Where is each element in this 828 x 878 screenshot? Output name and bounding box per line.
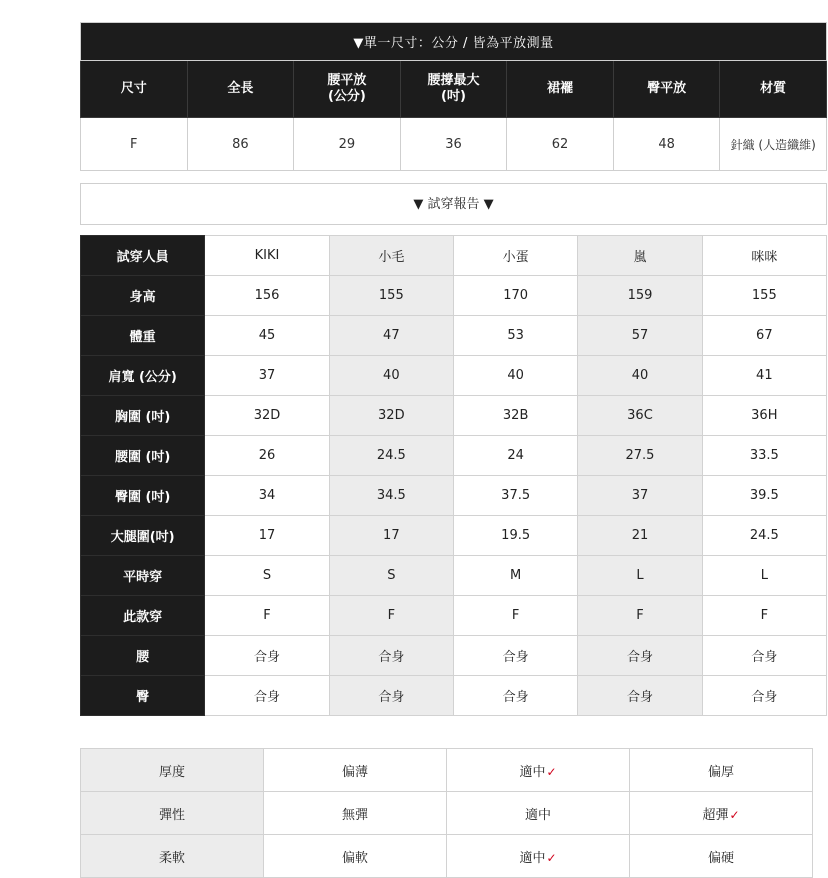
fitting-report-banner: ▼ 試穿報告 ▼	[80, 183, 827, 225]
size-value-cell: 針織 (人造纖維)	[720, 118, 827, 171]
feel-option-label: 無彈	[341, 807, 368, 823]
fitting-cell: 32B	[453, 396, 577, 436]
feel-option-cell[interactable]	[447, 792, 630, 835]
fitting-cell: F	[329, 596, 453, 636]
size-header-cell	[81, 61, 188, 118]
size-value-cell: 29	[294, 118, 401, 171]
size-value-cell: 86	[187, 118, 294, 171]
fitting-cell: F	[578, 596, 702, 636]
fitting-row-label: 體重	[81, 316, 205, 356]
size-table-data-row	[81, 118, 827, 171]
fitting-cell: 合身	[702, 676, 826, 716]
fitting-cell: 19.5	[453, 516, 577, 556]
size-header-main: 全長	[227, 80, 254, 96]
feel-option-cell[interactable]	[447, 835, 630, 878]
size-header-cell	[507, 61, 614, 118]
feel-option-cell[interactable]	[264, 792, 447, 835]
table-row	[81, 835, 813, 878]
fitting-cell: F	[205, 596, 329, 636]
size-table-banner: ▼單一尺寸：公分 / 皆為平放測量	[81, 23, 827, 61]
fitting-cell: M	[453, 556, 577, 596]
feel-option-cell[interactable]	[264, 835, 447, 878]
fitting-cell: 合身	[578, 676, 702, 716]
fitting-row-label: 大腿圍(吋)	[81, 516, 205, 556]
size-header-sub: (吋)	[441, 89, 466, 104]
feel-option-label: 適中	[519, 764, 546, 780]
feel-option-label: 偏厚	[707, 764, 734, 780]
table-row	[81, 356, 827, 396]
fitting-row-label: 胸圍 (吋)	[81, 396, 205, 436]
table-row	[81, 749, 813, 792]
size-value-cell: 48	[613, 118, 720, 171]
fitting-cell: 合身	[205, 636, 329, 676]
size-header-main: 腰平放	[327, 72, 367, 88]
fitting-cell: 咪咪	[702, 236, 826, 276]
size-header-cell	[613, 61, 720, 118]
fitting-cell: 36C	[578, 396, 702, 436]
size-header-sub: (公分)	[327, 89, 366, 104]
fitting-cell: 26	[205, 436, 329, 476]
fitting-cell: 合身	[453, 676, 577, 716]
fitting-cell: 合身	[453, 636, 577, 676]
fitting-cell: 合身	[702, 636, 826, 676]
fitting-cell: 45	[205, 316, 329, 356]
size-header-main: 材質	[760, 80, 787, 96]
fitting-report-table	[80, 235, 827, 716]
fitting-cell: 37	[578, 476, 702, 516]
fitting-cell: 39.5	[702, 476, 826, 516]
fitting-cell: 合身	[329, 676, 453, 716]
size-header-main: 腰撐最大	[427, 72, 480, 88]
fitting-cell: 24.5	[329, 436, 453, 476]
fitting-cell: 67	[702, 316, 826, 356]
table-row	[81, 596, 827, 636]
size-value-cell: F	[81, 118, 188, 171]
size-header-cell	[294, 61, 401, 118]
fitting-cell: F	[702, 596, 826, 636]
fitting-cell: 47	[329, 316, 453, 356]
fitting-cell: 27.5	[578, 436, 702, 476]
fitting-row-label: 平時穿	[81, 556, 205, 596]
fabric-feel-table	[80, 748, 813, 878]
fitting-cell: L	[578, 556, 702, 596]
fitting-cell: 合身	[329, 636, 453, 676]
fitting-cell: L	[702, 556, 826, 596]
fitting-row-label: 腰圍 (吋)	[81, 436, 205, 476]
size-value-cell: 36	[400, 118, 507, 171]
table-row	[81, 316, 827, 356]
fitting-cell: 37.5	[453, 476, 577, 516]
fitting-cell: 40	[578, 356, 702, 396]
check-icon: ✓	[546, 764, 557, 779]
fitting-cell: 155	[329, 276, 453, 316]
fitting-report-section	[80, 183, 827, 716]
fitting-cell: 17	[205, 516, 329, 556]
table-row	[81, 676, 827, 716]
fitting-cell: F	[453, 596, 577, 636]
fitting-row-label: 試穿人員	[81, 236, 205, 276]
fitting-cell: 37	[205, 356, 329, 396]
fitting-cell: 33.5	[702, 436, 826, 476]
size-header-main: 裙襬	[547, 80, 574, 96]
table-row	[81, 436, 827, 476]
fitting-cell: S	[205, 556, 329, 596]
feel-option-label: 偏薄	[341, 764, 368, 780]
fitting-cell: 24	[453, 436, 577, 476]
fitting-cell: 40	[453, 356, 577, 396]
fitting-row-label: 肩寬 (公分)	[81, 356, 205, 396]
fitting-cell: 40	[329, 356, 453, 396]
size-value-cell: 62	[507, 118, 614, 171]
fitting-row-label: 身高	[81, 276, 205, 316]
size-table	[80, 22, 827, 171]
feel-option-cell[interactable]	[630, 835, 813, 878]
size-header-cell	[400, 61, 507, 118]
fitting-cell: 34	[205, 476, 329, 516]
fitting-cell: 合身	[205, 676, 329, 716]
feel-option-cell[interactable]	[630, 749, 813, 792]
table-row	[81, 396, 827, 436]
fitting-cell: 嵐	[578, 236, 702, 276]
fitting-row-label: 臀	[81, 676, 205, 716]
size-header-main: 臀平放	[647, 80, 687, 96]
table-row	[81, 792, 813, 835]
fitting-report-body	[81, 236, 827, 716]
fitting-cell: 41	[702, 356, 826, 396]
fitting-cell: 156	[205, 276, 329, 316]
table-row	[81, 516, 827, 556]
check-icon: ✓	[546, 850, 557, 865]
fitting-cell: 36H	[702, 396, 826, 436]
fitting-cell: 小蛋	[453, 236, 577, 276]
table-row	[81, 476, 827, 516]
fabric-feel-body	[81, 749, 813, 878]
fitting-cell: 57	[578, 316, 702, 356]
size-header-cell	[720, 61, 827, 118]
table-row	[81, 276, 827, 316]
feel-option-label: 偏軟	[341, 850, 368, 866]
fitting-cell: 155	[702, 276, 826, 316]
fitting-cell: 小毛	[329, 236, 453, 276]
feel-option-label: 適中	[524, 807, 551, 823]
fitting-row-label: 此款穿	[81, 596, 205, 636]
feel-option-cell[interactable]	[630, 792, 813, 835]
fitting-cell: 24.5	[702, 516, 826, 556]
size-table-header-row	[81, 61, 827, 118]
feel-option-label: 超彈	[702, 807, 729, 823]
table-row	[81, 636, 827, 676]
feel-option-label: 適中	[519, 850, 546, 866]
check-icon: ✓	[729, 807, 740, 822]
fitting-cell: 32D	[329, 396, 453, 436]
feel-row-label: 柔軟	[81, 835, 264, 878]
table-row	[81, 236, 827, 276]
fitting-row-label: 臀圍 (吋)	[81, 476, 205, 516]
fitting-cell: 32D	[205, 396, 329, 436]
table-row	[81, 556, 827, 596]
fitting-cell: 170	[453, 276, 577, 316]
feel-option-label: 偏硬	[707, 850, 734, 866]
feel-option-cell[interactable]	[447, 749, 630, 792]
feel-option-cell[interactable]	[264, 749, 447, 792]
fitting-cell: 17	[329, 516, 453, 556]
fitting-cell: KIKI	[205, 236, 329, 276]
size-header-main: 尺寸	[120, 80, 147, 96]
fitting-row-label: 腰	[81, 636, 205, 676]
fitting-cell: 21	[578, 516, 702, 556]
fitting-cell: 159	[578, 276, 702, 316]
feel-row-label: 彈性	[81, 792, 264, 835]
size-header-cell	[187, 61, 294, 118]
fitting-cell: S	[329, 556, 453, 596]
feel-row-label: 厚度	[81, 749, 264, 792]
fitting-cell: 合身	[578, 636, 702, 676]
fitting-cell: 53	[453, 316, 577, 356]
fitting-cell: 34.5	[329, 476, 453, 516]
